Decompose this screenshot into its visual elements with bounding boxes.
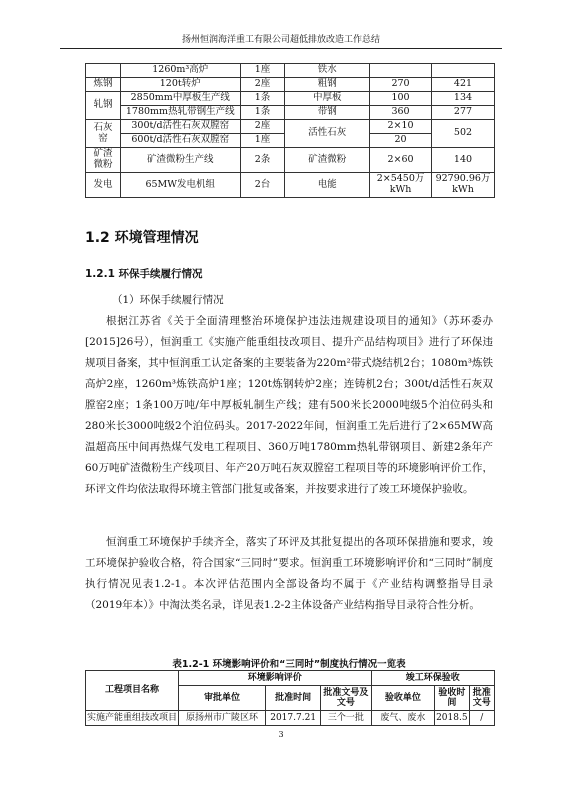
table-cell: 矿渣微粉生产线 xyxy=(120,148,240,173)
paragraph: 根据江苏省《关于全面清理整治环境保护违法违规建设项目的通知》（苏环委办[2015]26号），恒润重工《实施产能重组技改项目、提升产品结构项目》进行了环保违规项目备案，其中恒润重工认定备案的主要装备为220m²带式烧结机2台；1080m³炼铁高炉2座，1260m³炼铁高炉1座；120t炼钢转炉2座；连铸机2台；300t/d活性石灰双膛窑2座；1条100万吨/年中厚板轧制生产线；建有500米长2000吨级5个泊位码头和280米长3000吨级2个泊位码头。2017-2022年间，恒润重工先后进行了2×65MW高温超高压中间再热煤气发电工程项目、360万吨1780mm热轧带钢项目、新建2条年产60万吨矿渣微粉生产线项目、年产20万吨石灰双膛窑工程项目等的环境影响评价工作，环评文件均依法取得环境主管部门批复或备案，并按要求进行了竣工环境保护验收。 xyxy=(85,315,493,495)
table-cell: 1780mm热轧带钢生产线 xyxy=(120,106,240,120)
table-cell: 1条 xyxy=(240,92,285,106)
table-header-row xyxy=(86,671,495,686)
table-header: 批准文号及文号 xyxy=(321,686,371,711)
table-cell: 100 xyxy=(370,92,432,106)
table-cell: 2×5450万kWh xyxy=(370,173,432,198)
table-header: 竣工环保验收 xyxy=(371,671,494,686)
table-cell: 2×60 xyxy=(370,148,432,173)
table-cell: 20 xyxy=(370,134,432,148)
table-cell: 三个一批 xyxy=(321,711,371,726)
table-cell xyxy=(432,64,495,78)
table-cell: 2条 xyxy=(240,148,285,173)
table-cell: 炼钢 xyxy=(86,78,121,92)
table-cell: 1260m³高炉 xyxy=(120,64,240,78)
table-cell: 2×10 xyxy=(370,120,432,134)
table-cell: 502 xyxy=(432,120,495,148)
table-cell: 1条 xyxy=(240,106,285,120)
table-cell: 粗钢 xyxy=(285,78,370,92)
table-cell: 2台 xyxy=(240,173,285,198)
table-cell: 实施产能重组技改项目 xyxy=(86,711,179,726)
table-cell: 石灰窑 xyxy=(86,120,121,148)
table-cell: 带钢 xyxy=(285,106,370,120)
table-cell: 铁水 xyxy=(285,64,370,78)
eia-table xyxy=(85,670,495,726)
equipment-table xyxy=(85,63,495,198)
table-row xyxy=(86,106,495,120)
table-row xyxy=(86,92,495,106)
table-cell: 421 xyxy=(432,78,495,92)
table-cell: / xyxy=(469,711,494,726)
table-row xyxy=(86,148,495,173)
table-cell: 92790.96万kWh xyxy=(432,173,495,198)
table-cell: 2017.7.21 xyxy=(266,711,321,726)
table-header: 验收单位 xyxy=(371,686,435,711)
table-cell: 2座 xyxy=(240,78,285,92)
table-header: 环境影响评价 xyxy=(179,671,372,686)
table-cell: 134 xyxy=(432,92,495,106)
table-cell: 360 xyxy=(370,106,432,120)
table-row xyxy=(86,711,495,726)
table-cell xyxy=(370,64,432,78)
table-header: 批准文号 xyxy=(469,686,494,711)
table-row xyxy=(86,173,495,198)
table-cell: 矿渣微粉 xyxy=(285,148,370,173)
page-number: 3 xyxy=(278,730,284,739)
table-cell: 废气、废水 xyxy=(371,711,435,726)
table-cell: 277 xyxy=(432,106,495,120)
table-cell: 300t/d活性石灰双膛窑 xyxy=(120,120,240,134)
table-cell: 原扬州市广陵区环 xyxy=(179,711,266,726)
table-cell: 120t转炉 xyxy=(120,78,240,92)
page-header: 扬州恒润海洋重工有限公司超低排放改造工作总结 xyxy=(60,32,502,49)
table-header: 工程项目名称 xyxy=(86,671,179,711)
table-header: 审批单位 xyxy=(179,686,266,711)
table-header: 批准时间 xyxy=(266,686,321,711)
table-cell: 矿渣微粉 xyxy=(86,148,121,173)
table-cell: 1座 xyxy=(240,134,285,148)
table-cell: 电能 xyxy=(285,173,370,198)
table-cell: 发电 xyxy=(86,173,121,198)
subsection-heading: 1.2.1 环保手续履行情况 xyxy=(85,268,203,280)
item-heading: （1）环保手续履行情况 xyxy=(112,294,224,306)
table-cell: 轧钢 xyxy=(86,92,121,120)
table-header: 验收时间 xyxy=(435,686,470,711)
table-row xyxy=(86,120,495,134)
table-cell: 270 xyxy=(370,78,432,92)
table-cell: 活性石灰 xyxy=(285,120,370,148)
table-row xyxy=(86,78,495,92)
table-cell xyxy=(86,64,121,78)
table-caption: 表1.2-1 环境影响评价和“三同时”制度执行情况一览表 xyxy=(172,659,406,670)
table-cell: 65MW发电机组 xyxy=(120,173,240,198)
table-cell: 2座 xyxy=(240,120,285,134)
paragraph: 恒润重工环境保护手续齐全，落实了环评及其批复提出的各项环保措施和要求，竣工环境保护验收合格，符合国家“三同时”要求。恒润重工环境影响评价和“三同时”制度执行情况见表1.2-1。本次评估范围内全部设备均不属于《产业结构调整指导目录（2019年本）》中淘汰类名录，详见表1.2-2主体设备产业结构指导目录符合性分析。 xyxy=(85,536,493,611)
table-cell: 2018.5 xyxy=(435,711,470,726)
table-cell: 中厚板 xyxy=(285,92,370,106)
table-cell: 1座 xyxy=(240,64,285,78)
table-cell: 2850mm中厚板生产线 xyxy=(120,92,240,106)
table-row xyxy=(86,64,495,78)
table-cell: 600t/d活性石灰双膛窑 xyxy=(120,134,240,148)
table-cell: 140 xyxy=(432,148,495,173)
section-heading: 1.2 环境管理情况 xyxy=(85,230,199,246)
